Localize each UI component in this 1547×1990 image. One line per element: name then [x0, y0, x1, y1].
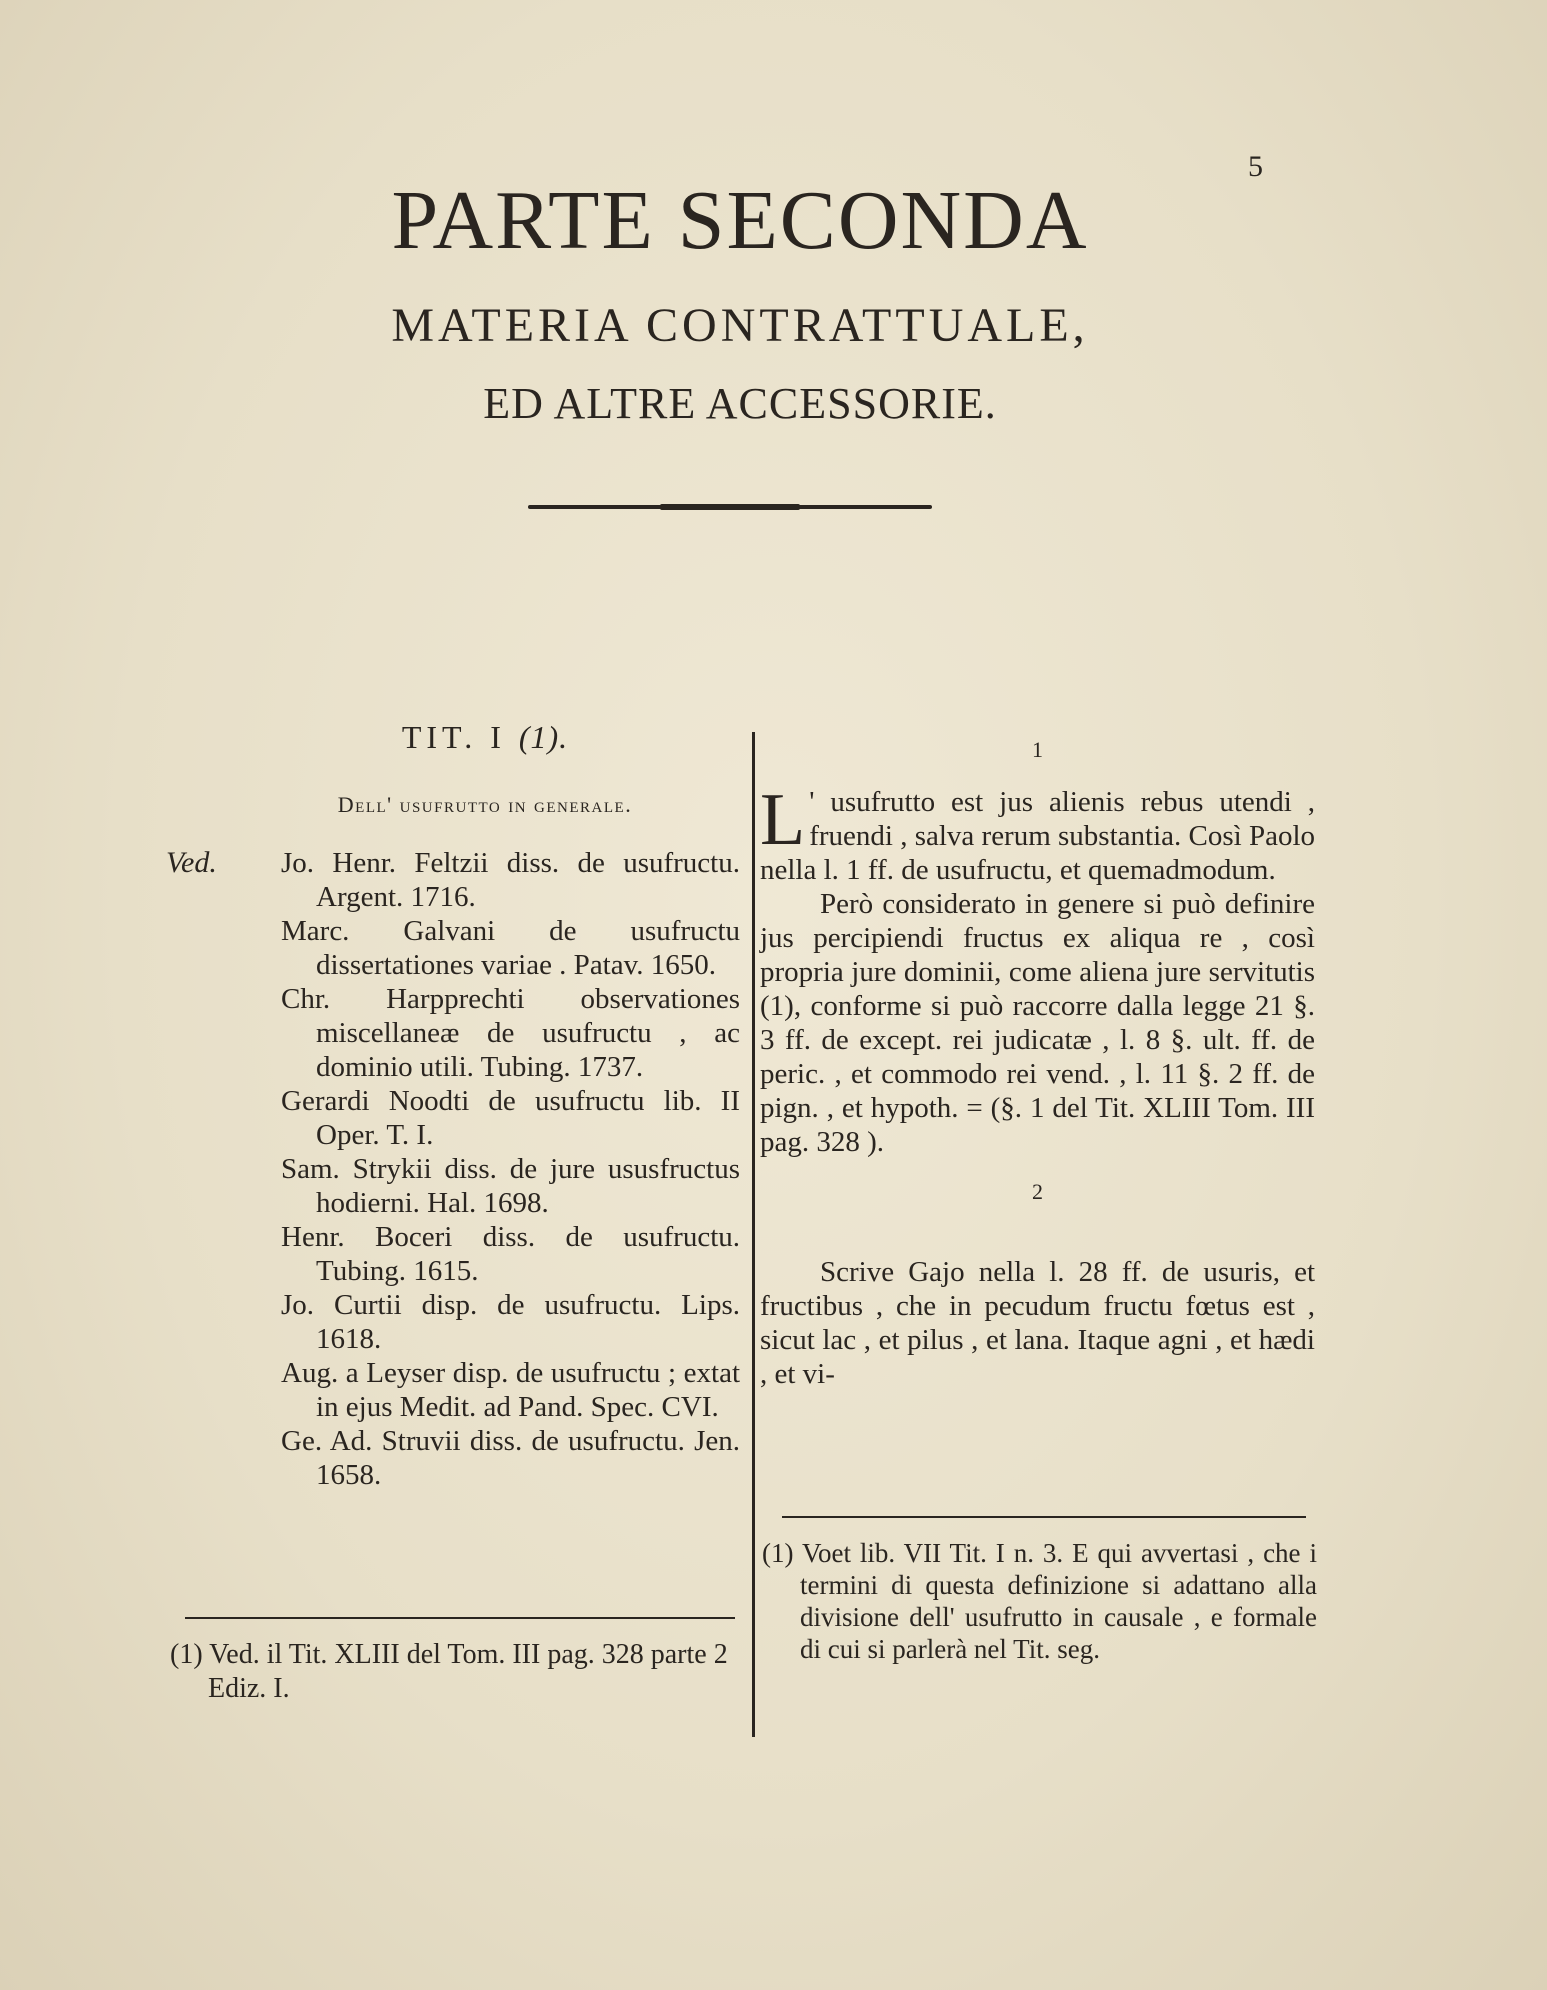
right-footnote [762, 1537, 1317, 1665]
reference-item: Sam. Strykii diss. de jure ususfructus hodierni. Hal. 1698. [281, 1153, 740, 1219]
reference-item: Gerardi Noodti de usufructu lib. II Oper. T. I. [281, 1085, 740, 1151]
tit-footnote-ref: (1). [518, 719, 569, 755]
tit-label: TIT. I [401, 719, 506, 755]
section-2-text: Scrive Gajo nella l. 28 ff. de usuris, et fructibus , che in pecudum fructu fœtus est , sicut lac , et pilus , et lana. Itaque agni , et hædi , et vi- [760, 1256, 1315, 1390]
reference-item: Ge. Ad. Struvii diss. de usufructu. Jen. 1658. [281, 1425, 740, 1491]
part-subtitle-2: ED ALTRE ACCESSORIE. [483, 379, 997, 428]
drop-cap: L [760, 779, 806, 861]
reference-item: Marc. Galvani de usufructu dissertationes variae . Patav. 1650. [281, 915, 740, 981]
right-column [760, 733, 1315, 1391]
section-1-body [760, 779, 1316, 1159]
section-number-1: 1 [1032, 737, 1043, 762]
section-title: Dell' usufrutto in generale. [337, 792, 633, 817]
part-subtitle-1: MATERIA CONTRATTUALE, [391, 299, 1089, 352]
page-number: 5 [1248, 150, 1263, 183]
references-block [160, 846, 740, 1492]
section-1-text-2: Però considerato in genere si può definire jus percipiendi fructus ex aliqua re , così propria jure dominii, come aliena jure servitutis (1), conforme si può raccorre dalla legge 21 §. 3 ff. de except. rei judicatæ , l. 8 §. ult. ff. de peric. , et commodo rei vend. , l. 11 §. 2 ff. de pign. , et hypoth. = (§. 1 del Tit. XLIII Tom. III pag. 328 ). [760, 888, 1315, 1158]
footnote-rule-left [185, 1617, 735, 1619]
reference-item: Jo. Henr. Feltzii diss. de usufructu. Argent. 1716. [281, 847, 740, 913]
ved-label: Ved. [166, 846, 217, 879]
reference-item: Chr. Harpprechti observationes miscellaneæ de usufructu , ac dominio utili. Tubing. 1737. [281, 983, 740, 1083]
left-footnote [170, 1638, 740, 1706]
column-separator [752, 732, 755, 1737]
tit-heading [230, 720, 740, 754]
footnote-text: (1) Ved. il Tit. XLIII del Tom. III pag. 328 parte 2 Ediz. I. [170, 1639, 728, 1704]
reference-item: Jo. Curtii disp. de usufructu. Lips. 1618. [281, 1289, 740, 1355]
section-number-2: 2 [1032, 1179, 1043, 1204]
footnote-rule-right [782, 1516, 1306, 1518]
section-2-body [760, 1255, 1315, 1391]
left-column [160, 720, 740, 1492]
footnote-text: (1) Voet lib. VII Tit. I n. 3. E qui avvertasi , che i termini di questa definizione si adattano alla divisione dell' usufrutto in causale , e formale di cui si parlerà nel Tit. seg. [762, 1538, 1317, 1664]
reference-item: Aug. a Leyser disp. de usufructu ; extat in ejus Medit. ad Pand. Spec. CVI. [281, 1357, 740, 1423]
section-1-text: ' usufrutto est jus alienis rebus utendi , fruendi , salva rerum substantia. Così Paolo nella l. 1 ff. de usufructu, et quemadmodum. [760, 786, 1316, 886]
ornamental-rule-center [660, 504, 800, 510]
reference-item: Henr. Boceri diss. de usufructu. Tubing. 1615. [281, 1221, 740, 1287]
part-title: PARTE SECONDA [391, 174, 1089, 267]
reference-list [281, 846, 740, 1492]
